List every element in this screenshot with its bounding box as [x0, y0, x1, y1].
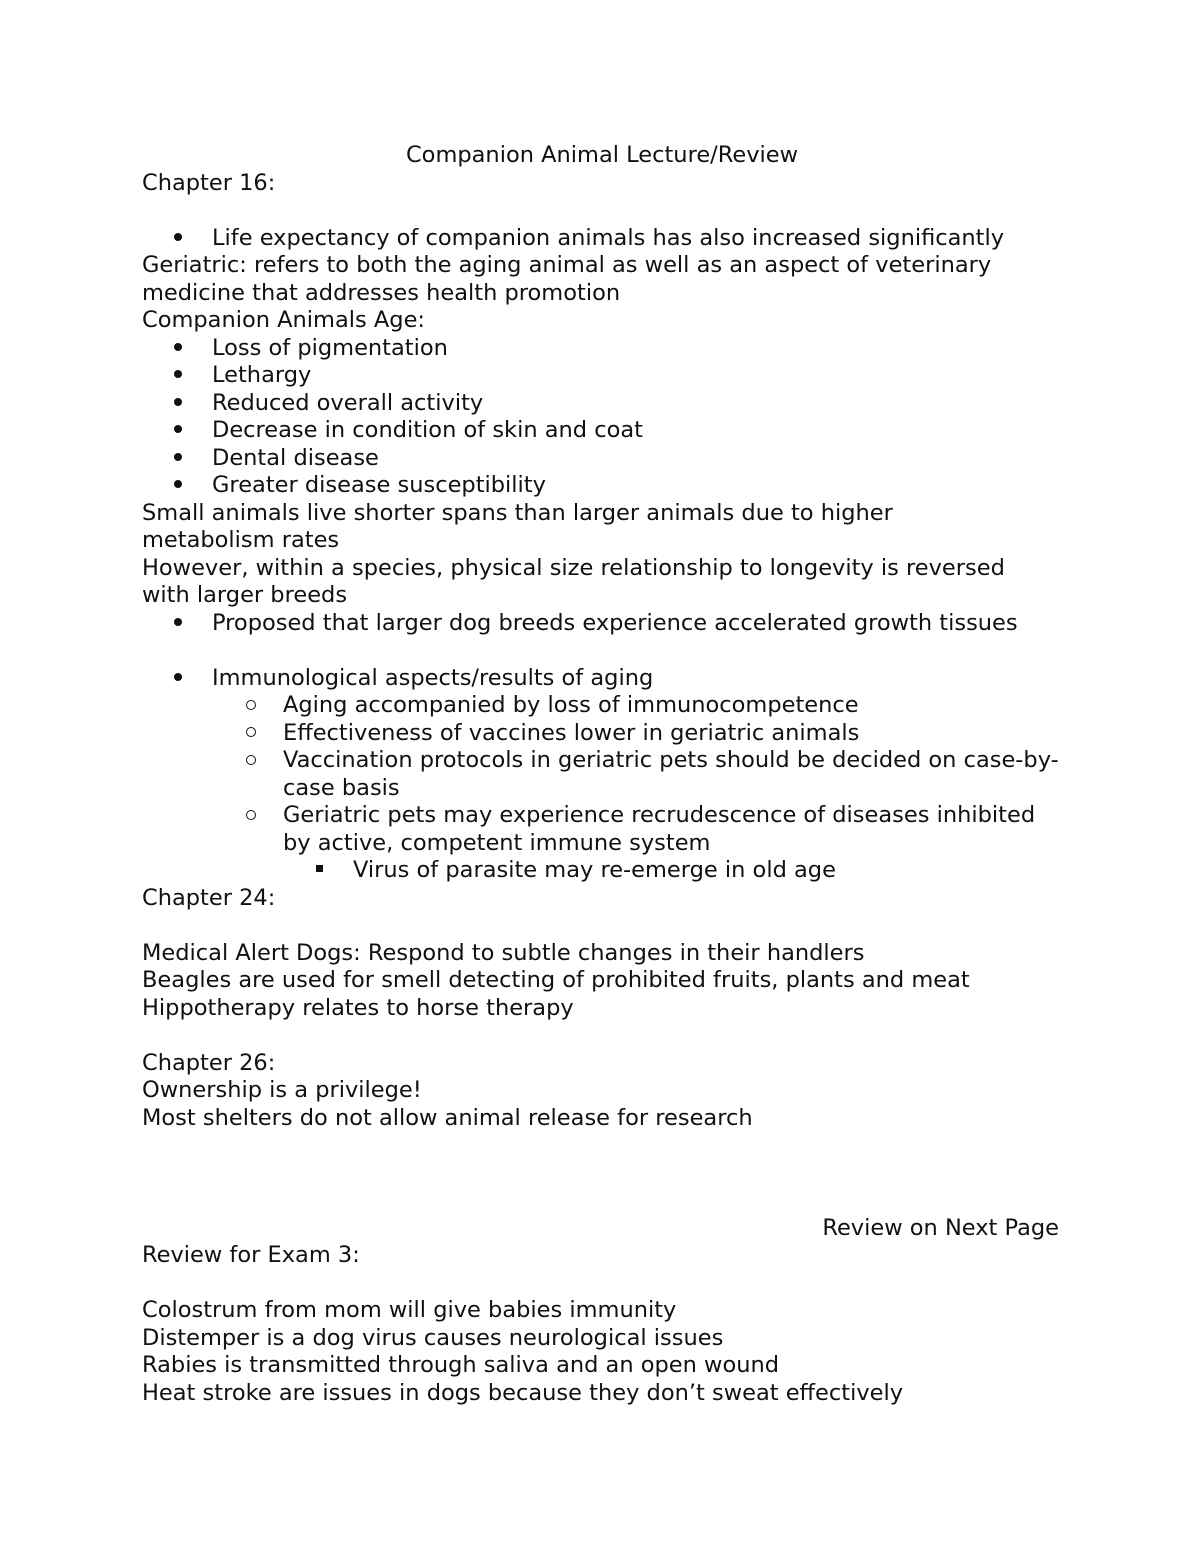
list-item — [142, 335, 1062, 363]
hollow-bullet-icon — [246, 746, 256, 774]
chapter-26-heading: Chapter 26: — [142, 1049, 276, 1076]
hollow-bullet-icon — [246, 801, 256, 829]
bullet-icon — [174, 445, 194, 473]
list-item-text: Life expectancy of companion animals has also increased significantly — [212, 224, 1005, 251]
list-item-text: Decrease in condition of skin and coat — [212, 417, 643, 443]
spacer — [142, 912, 1062, 940]
chapter-24-heading: Chapter 24: — [142, 884, 276, 911]
list-item-text: Geriatric pets may experience recrudescence of diseases inhibited by active, competent immune system — [283, 802, 1036, 856]
proposed-list — [142, 610, 1062, 638]
review-line: Distemper is a dog virus causes neurological issues — [142, 1324, 724, 1351]
spacer — [142, 1270, 1062, 1298]
list-item — [142, 610, 1062, 638]
document-page — [142, 142, 1062, 1407]
age-signs-list — [142, 335, 1062, 500]
sub-list-item — [142, 720, 1062, 748]
list-item — [142, 362, 1062, 390]
chapter-26-line: Ownership is a privilege! — [142, 1077, 422, 1103]
chapter-24-line: Beagles are used for smell detecting of prohibited fruits, plants and meat — [142, 967, 970, 993]
list-item-text: Greater disease susceptibility — [212, 472, 546, 498]
small-animals-note: Small animals live shorter spans than larger animals due to higher metabolism rates — [142, 499, 893, 553]
size-longevity-note: However, within a species, physical size relationship to longevity is reversed with larger breeds — [142, 554, 1005, 608]
spacer — [142, 197, 1062, 225]
list-item — [142, 665, 1062, 693]
list-item — [142, 417, 1062, 445]
spacer — [142, 1187, 1062, 1215]
list-item-text: Virus of parasite may re-emerge in old age — [353, 857, 836, 883]
companion-animals-age-heading: Companion Animals Age: — [142, 307, 425, 333]
hollow-bullet-icon — [246, 691, 256, 719]
bullet-icon — [174, 417, 194, 445]
list-item-text: Proposed that larger dog breeds experience accelerated growth tissues — [212, 609, 1018, 636]
list-item — [142, 472, 1062, 500]
bullet-icon — [174, 610, 194, 638]
list-item-text: Loss of pigmentation — [212, 334, 448, 361]
list-item — [142, 225, 1062, 253]
bullet-icon — [174, 472, 194, 500]
sub-sub-list-item — [142, 857, 1062, 885]
list-item — [142, 445, 1062, 473]
spacer — [142, 637, 1062, 665]
list-item-text: Effectiveness of vaccines lower in geriatric animals — [283, 719, 860, 746]
review-line: Rabies is transmitted through saliva and an open wound — [142, 1352, 780, 1378]
chapter-26-line: Most shelters do not allow animal release for research — [142, 1104, 753, 1131]
sub-list-item — [142, 747, 1063, 802]
chapter-16-intro-list — [142, 225, 1062, 253]
bullet-icon — [174, 225, 194, 253]
spacer — [142, 1160, 1062, 1188]
list-item — [142, 390, 1062, 418]
list-item-text: Lethargy — [212, 362, 312, 388]
list-item-text: Aging accompanied by loss of immunocompetence — [283, 692, 859, 718]
review-line: Colostrum from mom will give babies immunity — [142, 1297, 677, 1323]
list-item-text: Dental disease — [212, 444, 379, 471]
geriatric-definition: Geriatric: refers to both the aging animal as well as an aspect of veterinary medicine that addresses health promotion — [142, 252, 992, 306]
bullet-icon — [174, 362, 194, 390]
square-bullet-icon — [316, 857, 323, 885]
chapter-24-line: Hippotherapy relates to horse therapy — [142, 994, 574, 1021]
list-item-text: Immunological aspects/results of aging — [212, 664, 654, 691]
bullet-icon — [174, 665, 194, 693]
bullet-icon — [174, 390, 194, 418]
sub-list-item — [142, 692, 1062, 720]
document-title: Companion Animal Lecture/Review — [405, 142, 799, 168]
immunological-list — [142, 665, 1062, 885]
list-item-text: Reduced overall activity — [212, 389, 484, 416]
spacer — [142, 1022, 1062, 1050]
chapter-16-heading: Chapter 16: — [142, 169, 276, 196]
hollow-bullet-icon — [246, 719, 256, 747]
bullet-icon — [174, 335, 194, 363]
review-line: Heat stroke are issues in dogs because they don’t sweat effectively — [142, 1379, 904, 1406]
review-heading: Review for Exam 3: — [142, 1242, 360, 1268]
chapter-24-line: Medical Alert Dogs: Respond to subtle changes in their handlers — [142, 939, 865, 966]
spacer — [142, 1132, 1062, 1160]
sub-list-item — [142, 802, 1043, 857]
list-item-text: Vaccination protocols in geriatric pets should be decided on case-by-case basis — [283, 747, 1059, 801]
review-next-page: Review on Next Page — [822, 1214, 1059, 1241]
